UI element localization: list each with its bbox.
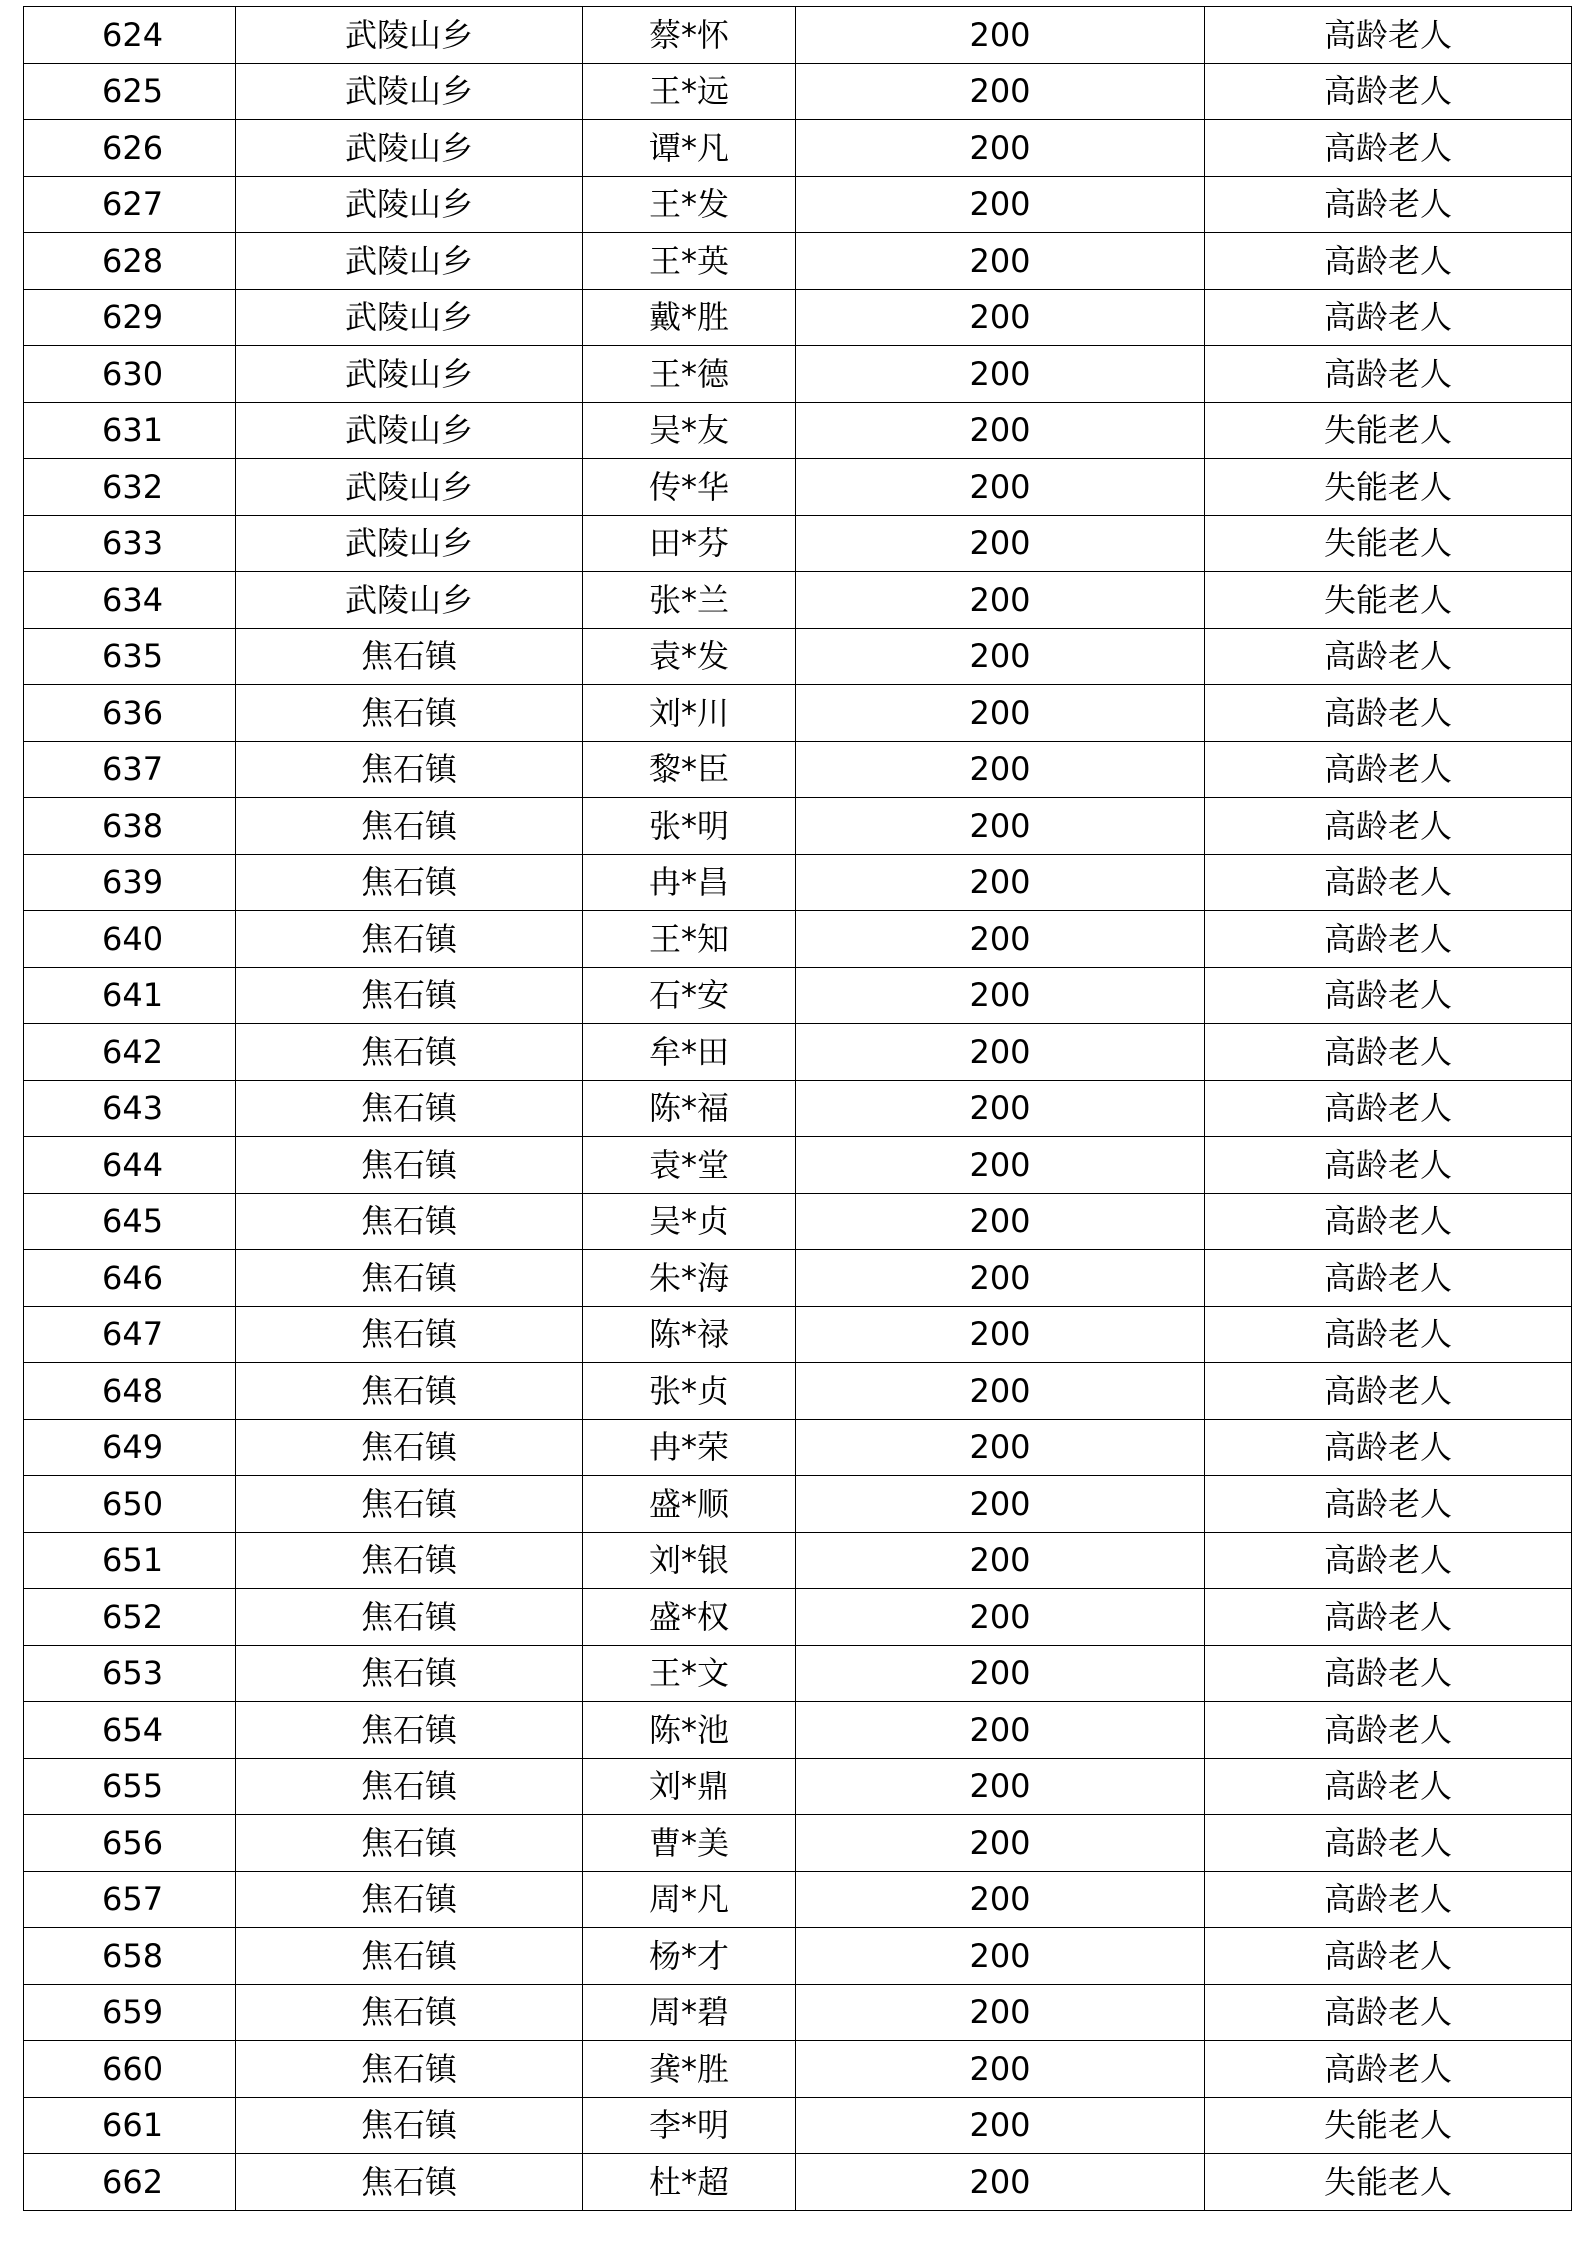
serial-number-cell: 651 xyxy=(24,1532,236,1589)
amount-cell: 200 xyxy=(796,685,1205,742)
category-cell: 高龄老人 xyxy=(1205,685,1572,742)
table-row xyxy=(24,1024,1572,1081)
amount-cell: 200 xyxy=(796,1871,1205,1928)
amount-cell: 200 xyxy=(796,346,1205,403)
category-cell: 高龄老人 xyxy=(1205,1758,1572,1815)
serial-number-cell: 626 xyxy=(24,120,236,177)
serial-number-cell: 649 xyxy=(24,1419,236,1476)
table-row xyxy=(24,1984,1572,2041)
category-cell: 高龄老人 xyxy=(1205,1532,1572,1589)
amount-cell: 200 xyxy=(796,1984,1205,2041)
name-cell: 王*远 xyxy=(583,63,796,120)
category-cell: 高龄老人 xyxy=(1205,1645,1572,1702)
amount-cell: 200 xyxy=(796,1024,1205,1081)
serial-number-cell: 632 xyxy=(24,459,236,516)
table-row xyxy=(24,176,1572,233)
serial-number-cell: 643 xyxy=(24,1080,236,1137)
township-cell: 武陵山乡 xyxy=(236,515,583,572)
table-row xyxy=(24,572,1572,629)
amount-cell: 200 xyxy=(796,1815,1205,1872)
amount-cell: 200 xyxy=(796,1419,1205,1476)
category-cell: 失能老人 xyxy=(1205,2097,1572,2154)
serial-number-cell: 624 xyxy=(24,7,236,64)
name-cell: 吴*贞 xyxy=(583,1193,796,1250)
township-cell: 焦石镇 xyxy=(236,1984,583,2041)
amount-cell: 200 xyxy=(796,120,1205,177)
category-cell: 失能老人 xyxy=(1205,515,1572,572)
name-cell: 石*安 xyxy=(583,967,796,1024)
table-row xyxy=(24,233,1572,290)
serial-number-cell: 633 xyxy=(24,515,236,572)
amount-cell: 200 xyxy=(796,1250,1205,1307)
category-cell: 高龄老人 xyxy=(1205,1928,1572,1985)
amount-cell: 200 xyxy=(796,741,1205,798)
serial-number-cell: 641 xyxy=(24,967,236,1024)
amount-cell: 200 xyxy=(796,402,1205,459)
serial-number-cell: 634 xyxy=(24,572,236,629)
category-cell: 失能老人 xyxy=(1205,402,1572,459)
category-cell: 高龄老人 xyxy=(1205,1984,1572,2041)
amount-cell: 200 xyxy=(796,967,1205,1024)
category-cell: 高龄老人 xyxy=(1205,1476,1572,1533)
township-cell: 武陵山乡 xyxy=(236,289,583,346)
township-cell: 焦石镇 xyxy=(236,798,583,855)
table-row xyxy=(24,2041,1572,2098)
category-cell: 失能老人 xyxy=(1205,459,1572,516)
township-cell: 焦石镇 xyxy=(236,2041,583,2098)
table-row xyxy=(24,854,1572,911)
table-row xyxy=(24,1306,1572,1363)
name-cell: 谭*凡 xyxy=(583,120,796,177)
serial-number-cell: 648 xyxy=(24,1363,236,1420)
table-row xyxy=(24,798,1572,855)
township-cell: 武陵山乡 xyxy=(236,176,583,233)
township-cell: 焦石镇 xyxy=(236,854,583,911)
amount-cell: 200 xyxy=(796,1137,1205,1194)
serial-number-cell: 644 xyxy=(24,1137,236,1194)
serial-number-cell: 647 xyxy=(24,1306,236,1363)
amount-cell: 200 xyxy=(796,1589,1205,1646)
township-cell: 焦石镇 xyxy=(236,1137,583,1194)
category-cell: 高龄老人 xyxy=(1205,741,1572,798)
serial-number-cell: 661 xyxy=(24,2097,236,2154)
serial-number-cell: 650 xyxy=(24,1476,236,1533)
serial-number-cell: 652 xyxy=(24,1589,236,1646)
category-cell: 高龄老人 xyxy=(1205,1024,1572,1081)
serial-number-cell: 653 xyxy=(24,1645,236,1702)
serial-number-cell: 625 xyxy=(24,63,236,120)
category-cell: 高龄老人 xyxy=(1205,628,1572,685)
township-cell: 焦石镇 xyxy=(236,1024,583,1081)
township-cell: 焦石镇 xyxy=(236,1702,583,1759)
township-cell: 焦石镇 xyxy=(236,2097,583,2154)
serial-number-cell: 631 xyxy=(24,402,236,459)
table-row xyxy=(24,402,1572,459)
township-cell: 焦石镇 xyxy=(236,1928,583,1985)
table-row xyxy=(24,1250,1572,1307)
category-cell: 高龄老人 xyxy=(1205,7,1572,64)
serial-number-cell: 646 xyxy=(24,1250,236,1307)
township-cell: 焦石镇 xyxy=(236,1080,583,1137)
township-cell: 焦石镇 xyxy=(236,1419,583,1476)
township-cell: 焦石镇 xyxy=(236,967,583,1024)
table-row xyxy=(24,120,1572,177)
table-row xyxy=(24,346,1572,403)
amount-cell: 200 xyxy=(796,2097,1205,2154)
township-cell: 焦石镇 xyxy=(236,1476,583,1533)
table-row xyxy=(24,1589,1572,1646)
category-cell: 高龄老人 xyxy=(1205,1871,1572,1928)
township-cell: 焦石镇 xyxy=(236,1589,583,1646)
township-cell: 焦石镇 xyxy=(236,1363,583,1420)
name-cell: 张*明 xyxy=(583,798,796,855)
category-cell: 高龄老人 xyxy=(1205,1589,1572,1646)
name-cell: 陈*福 xyxy=(583,1080,796,1137)
name-cell: 戴*胜 xyxy=(583,289,796,346)
table-row xyxy=(24,1758,1572,1815)
amount-cell: 200 xyxy=(796,289,1205,346)
category-cell: 失能老人 xyxy=(1205,2154,1572,2211)
amount-cell: 200 xyxy=(796,1928,1205,1985)
amount-cell: 200 xyxy=(796,1306,1205,1363)
amount-cell: 200 xyxy=(796,1476,1205,1533)
category-cell: 高龄老人 xyxy=(1205,1137,1572,1194)
township-cell: 焦石镇 xyxy=(236,1532,583,1589)
township-cell: 武陵山乡 xyxy=(236,63,583,120)
name-cell: 王*文 xyxy=(583,1645,796,1702)
name-cell: 牟*田 xyxy=(583,1024,796,1081)
township-cell: 武陵山乡 xyxy=(236,572,583,629)
category-cell: 高龄老人 xyxy=(1205,120,1572,177)
table-row xyxy=(24,1137,1572,1194)
serial-number-cell: 659 xyxy=(24,1984,236,2041)
category-cell: 高龄老人 xyxy=(1205,1250,1572,1307)
township-cell: 武陵山乡 xyxy=(236,346,583,403)
table-row xyxy=(24,2097,1572,2154)
amount-cell: 200 xyxy=(796,2154,1205,2211)
serial-number-cell: 655 xyxy=(24,1758,236,1815)
table-row xyxy=(24,1645,1572,1702)
name-cell: 李*明 xyxy=(583,2097,796,2154)
name-cell: 张*兰 xyxy=(583,572,796,629)
serial-number-cell: 636 xyxy=(24,685,236,742)
name-cell: 刘*川 xyxy=(583,685,796,742)
township-cell: 武陵山乡 xyxy=(236,233,583,290)
table-row xyxy=(24,967,1572,1024)
name-cell: 刘*银 xyxy=(583,1532,796,1589)
serial-number-cell: 658 xyxy=(24,1928,236,1985)
name-cell: 王*德 xyxy=(583,346,796,403)
category-cell: 高龄老人 xyxy=(1205,1419,1572,1476)
township-cell: 焦石镇 xyxy=(236,741,583,798)
table-row xyxy=(24,289,1572,346)
category-cell: 高龄老人 xyxy=(1205,289,1572,346)
table-row xyxy=(24,1928,1572,1985)
category-cell: 高龄老人 xyxy=(1205,1363,1572,1420)
serial-number-cell: 660 xyxy=(24,2041,236,2098)
township-cell: 武陵山乡 xyxy=(236,459,583,516)
name-cell: 王*发 xyxy=(583,176,796,233)
name-cell: 田*芬 xyxy=(583,515,796,572)
serial-number-cell: 645 xyxy=(24,1193,236,1250)
amount-cell: 200 xyxy=(796,515,1205,572)
amount-cell: 200 xyxy=(796,911,1205,968)
township-cell: 焦石镇 xyxy=(236,1758,583,1815)
table-row xyxy=(24,2154,1572,2211)
table-row xyxy=(24,515,1572,572)
name-cell: 陈*池 xyxy=(583,1702,796,1759)
serial-number-cell: 637 xyxy=(24,741,236,798)
amount-cell: 200 xyxy=(796,1363,1205,1420)
table-row xyxy=(24,459,1572,516)
table-row xyxy=(24,1702,1572,1759)
township-cell: 焦石镇 xyxy=(236,1645,583,1702)
category-cell: 高龄老人 xyxy=(1205,1306,1572,1363)
category-cell: 失能老人 xyxy=(1205,572,1572,629)
table-row xyxy=(24,1080,1572,1137)
table-row xyxy=(24,911,1572,968)
serial-number-cell: 657 xyxy=(24,1871,236,1928)
table-row xyxy=(24,685,1572,742)
serial-number-cell: 635 xyxy=(24,628,236,685)
township-cell: 焦石镇 xyxy=(236,1871,583,1928)
serial-number-cell: 662 xyxy=(24,2154,236,2211)
township-cell: 焦石镇 xyxy=(236,1193,583,1250)
amount-cell: 200 xyxy=(796,233,1205,290)
township-cell: 焦石镇 xyxy=(236,1815,583,1872)
name-cell: 杨*才 xyxy=(583,1928,796,1985)
township-cell: 武陵山乡 xyxy=(236,402,583,459)
name-cell: 陈*禄 xyxy=(583,1306,796,1363)
name-cell: 袁*发 xyxy=(583,628,796,685)
amount-cell: 200 xyxy=(796,572,1205,629)
serial-number-cell: 627 xyxy=(24,176,236,233)
serial-number-cell: 642 xyxy=(24,1024,236,1081)
name-cell: 刘*鼎 xyxy=(583,1758,796,1815)
township-cell: 焦石镇 xyxy=(236,2154,583,2211)
serial-number-cell: 654 xyxy=(24,1702,236,1759)
name-cell: 吴*友 xyxy=(583,402,796,459)
name-cell: 龚*胜 xyxy=(583,2041,796,2098)
township-cell: 武陵山乡 xyxy=(236,7,583,64)
table-row xyxy=(24,1193,1572,1250)
category-cell: 高龄老人 xyxy=(1205,1193,1572,1250)
amount-cell: 200 xyxy=(796,628,1205,685)
table-row xyxy=(24,628,1572,685)
serial-number-cell: 656 xyxy=(24,1815,236,1872)
serial-number-cell: 628 xyxy=(24,233,236,290)
table-row xyxy=(24,1419,1572,1476)
table-row xyxy=(24,1532,1572,1589)
name-cell: 蔡*怀 xyxy=(583,7,796,64)
name-cell: 曹*美 xyxy=(583,1815,796,1872)
amount-cell: 200 xyxy=(796,459,1205,516)
table-row xyxy=(24,7,1572,64)
table-row xyxy=(24,1363,1572,1420)
table-row xyxy=(24,1871,1572,1928)
amount-cell: 200 xyxy=(796,1702,1205,1759)
name-cell: 周*凡 xyxy=(583,1871,796,1928)
name-cell: 冉*昌 xyxy=(583,854,796,911)
township-cell: 武陵山乡 xyxy=(236,120,583,177)
amount-cell: 200 xyxy=(796,854,1205,911)
township-cell: 焦石镇 xyxy=(236,685,583,742)
serial-number-cell: 640 xyxy=(24,911,236,968)
table-body xyxy=(24,7,1572,2211)
table-row xyxy=(24,1815,1572,1872)
table-row xyxy=(24,1476,1572,1533)
serial-number-cell: 630 xyxy=(24,346,236,403)
township-cell: 焦石镇 xyxy=(236,1306,583,1363)
category-cell: 高龄老人 xyxy=(1205,2041,1572,2098)
name-cell: 袁*堂 xyxy=(583,1137,796,1194)
name-cell: 朱*海 xyxy=(583,1250,796,1307)
category-cell: 高龄老人 xyxy=(1205,346,1572,403)
name-cell: 盛*权 xyxy=(583,1589,796,1646)
category-cell: 高龄老人 xyxy=(1205,1815,1572,1872)
name-cell: 黎*臣 xyxy=(583,741,796,798)
table-row xyxy=(24,63,1572,120)
subsidy-table xyxy=(23,6,1572,2211)
category-cell: 高龄老人 xyxy=(1205,854,1572,911)
amount-cell: 200 xyxy=(796,63,1205,120)
category-cell: 高龄老人 xyxy=(1205,967,1572,1024)
name-cell: 盛*顺 xyxy=(583,1476,796,1533)
category-cell: 高龄老人 xyxy=(1205,911,1572,968)
category-cell: 高龄老人 xyxy=(1205,798,1572,855)
name-cell: 冉*荣 xyxy=(583,1419,796,1476)
amount-cell: 200 xyxy=(796,798,1205,855)
amount-cell: 200 xyxy=(796,176,1205,233)
amount-cell: 200 xyxy=(796,2041,1205,2098)
category-cell: 高龄老人 xyxy=(1205,176,1572,233)
category-cell: 高龄老人 xyxy=(1205,1080,1572,1137)
name-cell: 王*英 xyxy=(583,233,796,290)
amount-cell: 200 xyxy=(796,1758,1205,1815)
township-cell: 焦石镇 xyxy=(236,1250,583,1307)
amount-cell: 200 xyxy=(796,1532,1205,1589)
category-cell: 高龄老人 xyxy=(1205,63,1572,120)
category-cell: 高龄老人 xyxy=(1205,233,1572,290)
amount-cell: 200 xyxy=(796,7,1205,64)
amount-cell: 200 xyxy=(796,1080,1205,1137)
name-cell: 周*碧 xyxy=(583,1984,796,2041)
name-cell: 传*华 xyxy=(583,459,796,516)
township-cell: 焦石镇 xyxy=(236,911,583,968)
category-cell: 高龄老人 xyxy=(1205,1702,1572,1759)
amount-cell: 200 xyxy=(796,1193,1205,1250)
name-cell: 王*知 xyxy=(583,911,796,968)
table-row xyxy=(24,741,1572,798)
township-cell: 焦石镇 xyxy=(236,628,583,685)
name-cell: 张*贞 xyxy=(583,1363,796,1420)
serial-number-cell: 629 xyxy=(24,289,236,346)
serial-number-cell: 638 xyxy=(24,798,236,855)
serial-number-cell: 639 xyxy=(24,854,236,911)
name-cell: 杜*超 xyxy=(583,2154,796,2211)
amount-cell: 200 xyxy=(796,1645,1205,1702)
